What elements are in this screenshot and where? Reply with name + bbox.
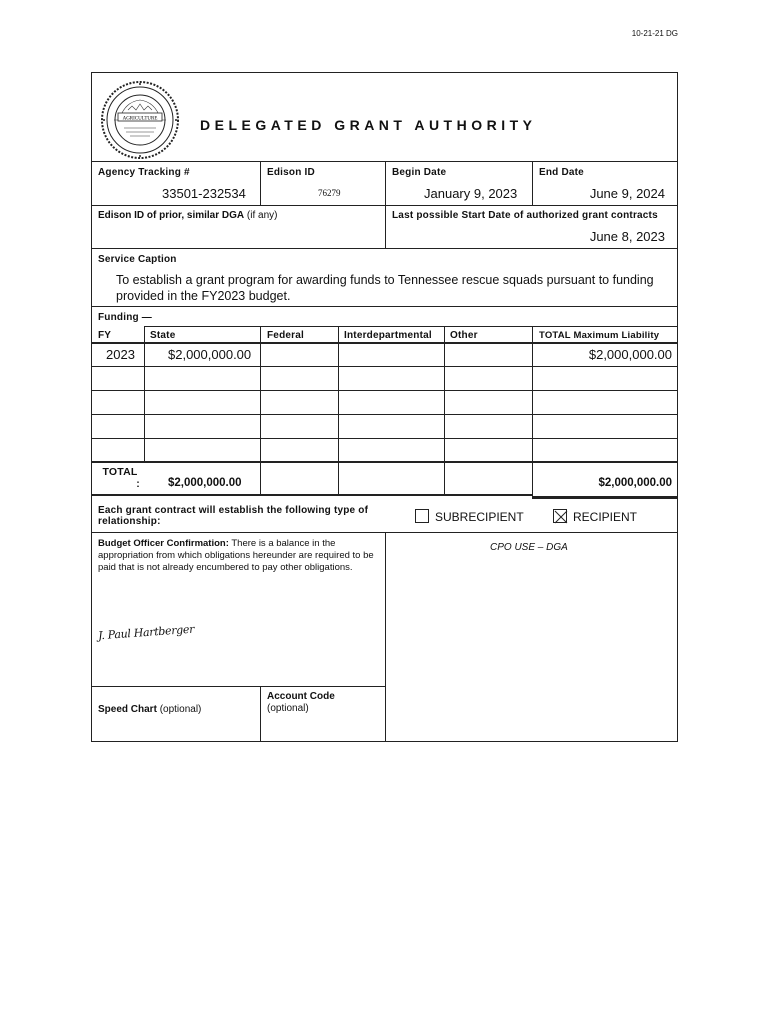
begin-date-label: Begin Date — [392, 167, 447, 178]
last-start-value: June 8, 2023 — [589, 229, 665, 244]
speed-chart-label-normal: (optional) — [159, 704, 202, 715]
total-label-line-1: TOTAL — [102, 466, 138, 478]
recipient-label: RECIPIENT — [573, 510, 638, 524]
budget-label: Budget Officer Confirmation: — [98, 538, 229, 549]
budget-confirmation — [98, 538, 380, 574]
funding-header-state: State — [150, 330, 176, 341]
service-caption-label: Service Caption — [98, 254, 177, 265]
account-code-label-bold: Account Code — [267, 691, 335, 702]
funding-row-1-fy: 2023 — [106, 347, 135, 362]
service-caption-text: To establish a grant program for awarding funds to Tennessee rescue squads pursuant to funding provided in the FY2023 budget. — [116, 273, 654, 303]
funding-row-1-total: $2,000,000.00 — [588, 347, 672, 362]
subrecipient-label: SUBRECIPIENT — [435, 510, 524, 524]
agency-tracking-value: 33501-232534 — [162, 186, 246, 201]
relationship-label: Each grant contract will establish the following type of relationship: — [98, 505, 369, 527]
form-title: DELEGATED GRANT AUTHORITY — [200, 117, 537, 133]
speed-chart-label — [98, 704, 201, 715]
edison-id-label: Edison ID — [267, 167, 315, 178]
funding-row-1-state: $2,000,000.00 — [168, 347, 252, 362]
form-code: 10-21-21 DG — [631, 29, 678, 38]
subrecipient-checkbox[interactable] — [415, 509, 429, 523]
begin-date-value: January 9, 2023 — [424, 186, 518, 201]
total-max: $2,000,000.00 — [598, 477, 672, 489]
cpo-use-label: CPO USE – DGA — [490, 542, 568, 553]
budget-text: There is a balance in the appropriation from which obligations hereunder are required to be paid that is not already encumbered to pay other obligations. — [98, 538, 374, 573]
state-seal-icon — [100, 80, 180, 160]
recipient-checkbox[interactable] — [553, 509, 567, 523]
total-state: $2,000,000.00 — [168, 477, 242, 489]
seal-inner-text: AGRICULTURE — [122, 116, 158, 122]
prior-dga-label-normal: (if any) — [246, 210, 278, 221]
last-start-label: Last possible Start Date of authorized grant contracts — [392, 210, 658, 221]
account-code-label — [267, 691, 335, 715]
agency-tracking-label: Agency Tracking # — [98, 167, 190, 178]
check-x-icon — [554, 510, 568, 524]
speed-chart-label-bold: Speed Chart — [98, 704, 157, 715]
prior-dga-label — [98, 210, 277, 221]
funding-header-other: Other — [450, 330, 478, 341]
funding-label: Funding — — [98, 312, 153, 323]
end-date-value: June 9, 2024 — [589, 186, 665, 201]
account-code-label-normal: (optional) — [267, 703, 309, 714]
funding-header-federal: Federal — [267, 330, 304, 341]
total-label — [100, 466, 140, 490]
budget-officer-signature: J. Paul Hartberger — [97, 622, 195, 643]
total-label-line-2: : — [136, 478, 140, 490]
funding-header-fy: FY — [98, 330, 112, 341]
funding-header-total: TOTAL Maximum Liability — [539, 330, 660, 341]
end-date-label: End Date — [539, 167, 584, 178]
prior-dga-label-bold: Edison ID of prior, similar DGA — [98, 210, 245, 221]
funding-header-interdepartmental: Interdepartmental — [344, 330, 432, 341]
edison-id-value: 76279 — [318, 188, 341, 198]
